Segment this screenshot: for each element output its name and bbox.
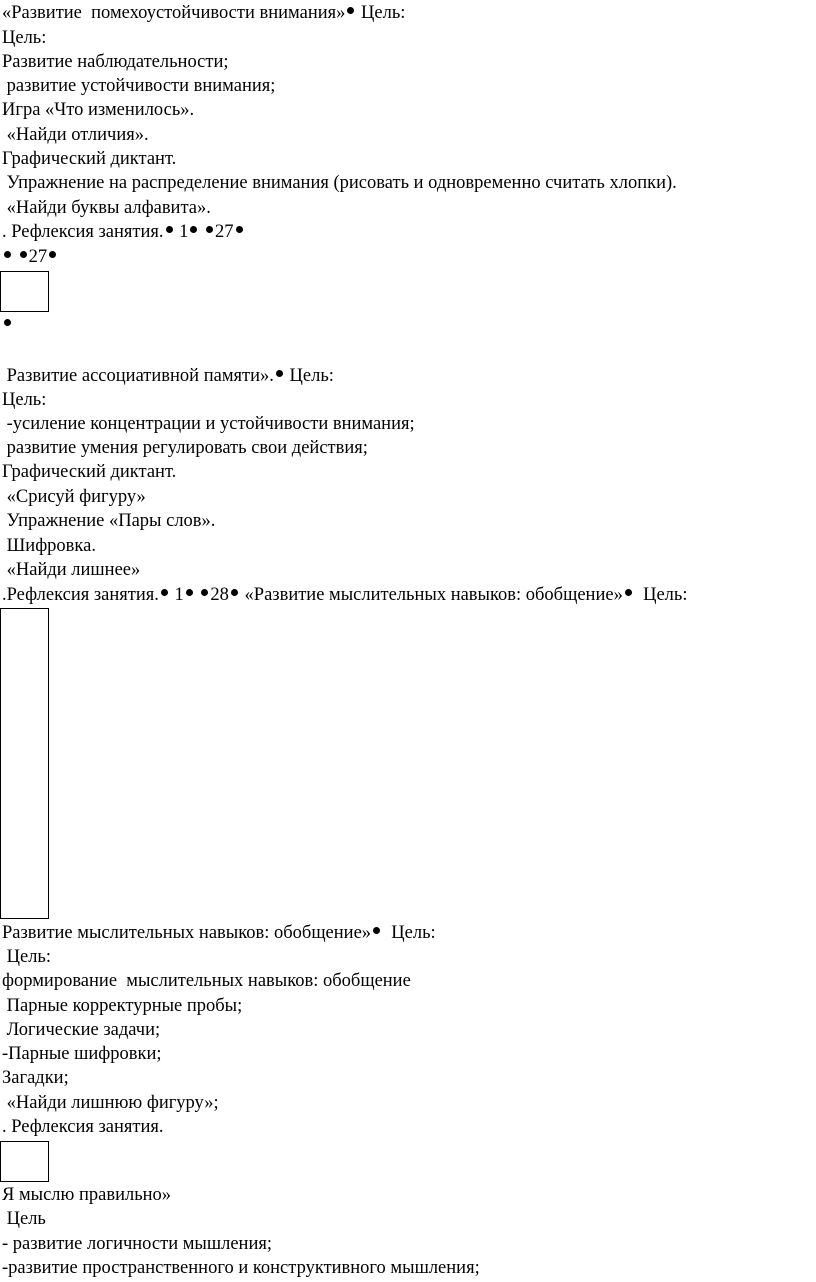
text-line [2, 314, 13, 336]
text-line: Логические задачи; [2, 1020, 161, 1040]
bullet-icon [49, 251, 56, 258]
text-line: Шифровка. [2, 536, 96, 556]
bullet-icon [231, 589, 238, 596]
text-line: Развитие наблюдательности; [2, 52, 229, 72]
bullet-icon [201, 589, 208, 596]
text-line: -усиление концентрации и устойчивости внимания; [2, 414, 415, 434]
bullet-icon [190, 226, 197, 233]
bullet-icon [625, 589, 632, 596]
bullet-icon [347, 7, 354, 14]
text-line: Цель [2, 1209, 46, 1229]
text-line: Цель: [2, 947, 52, 967]
text-line: Развитие мыслительных навыков: обобщение» Цель: [2, 923, 436, 943]
text-line: Графический диктант. [2, 149, 177, 169]
text-line: Игра «Что изменилось». [2, 100, 195, 120]
bullet-icon [161, 589, 168, 596]
text-line: Парные корректурные пробы; [2, 996, 243, 1016]
text-line: «Найди лишнее» [2, 560, 141, 580]
bullet-icon [276, 370, 283, 377]
text-line: -развитие пространственного и конструктивного мышления; [2, 1258, 480, 1278]
text-line: развитие устойчивости внимания; [2, 76, 276, 96]
text-line: развитие умения регулировать свои действия; [2, 438, 368, 458]
bullet-icon [166, 226, 173, 233]
text-line: 27 [2, 246, 58, 268]
bullet-icon [20, 251, 27, 258]
text-line: -Парные шифровки; [2, 1044, 162, 1064]
text-line: . Рефлексия занятия. 1 27 [2, 221, 245, 243]
text-line: Упражнение на распределение внимания (рисовать и одновременно считать хлопки). [2, 173, 677, 193]
bullet-icon [206, 226, 213, 233]
text-line: Цель: [2, 28, 47, 48]
bullet-icon [4, 319, 11, 326]
text-line: «Найди лишнюю фигуру»; [2, 1093, 219, 1113]
text-line: .Рефлексия занятия. 1 28 «Развитие мыслительных навыков: обобщение» Цель: [2, 585, 688, 605]
text-line: Я мыслю правильно» [2, 1185, 172, 1205]
text-line: Графический диктант. [2, 462, 177, 482]
text-line: «Найди отличия». [2, 125, 149, 145]
bullet-icon [236, 226, 243, 233]
text-line: Упражнение «Пары слов». [2, 511, 216, 531]
text-line: - развитие логичности мышления; [2, 1234, 272, 1254]
text-line: «Срисуй фигуру» [2, 487, 146, 507]
empty-frame [0, 271, 49, 312]
bullet-icon [373, 927, 380, 934]
text-line: Цель: [2, 390, 47, 410]
text-line: Развитие ассоциативной памяти». Цель: [2, 366, 334, 386]
text-line: «Развитие помехоустойчивости внимания» Цель: [2, 3, 406, 23]
text-line: формирование мыслительных навыков: обобщение [2, 971, 411, 991]
bullet-icon [4, 251, 11, 258]
empty-frame [0, 608, 49, 919]
text-line: . Рефлексия занятия. [2, 1117, 164, 1137]
text-line: Загадки; [2, 1068, 69, 1088]
empty-frame [0, 1141, 49, 1182]
text-line: «Найди буквы алфавита». [2, 198, 211, 218]
bullet-icon [186, 589, 193, 596]
